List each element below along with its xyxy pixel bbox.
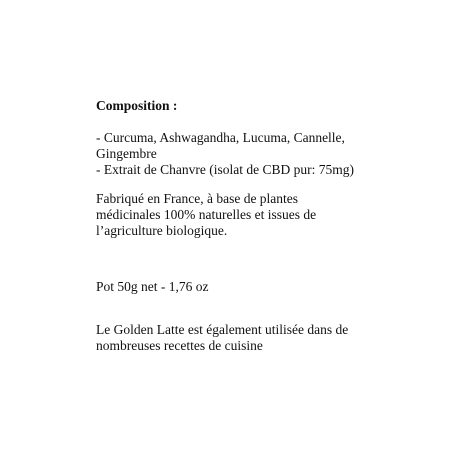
composition-heading: Composition : — [96, 98, 178, 113]
ingredients-list — [96, 130, 396, 178]
net-weight: Pot 50g net - 1,76 oz — [96, 279, 209, 294]
ingredient-line: - Extrait de Chanvre (isolat de CBD pur: 75mg) — [96, 162, 354, 177]
origin-paragraph: Fabriqué en France, à base de plantes médicinales 100% naturelles et issues de l’agriculture biologique. — [96, 191, 317, 238]
ingredient-line: - Curcuma, Ashwagandha, Lucuma, Cannelle, Gingembre — [96, 130, 345, 161]
usage-paragraph: Le Golden Latte est également utilisée dans de nombreuses recettes de cuisine — [96, 322, 349, 353]
